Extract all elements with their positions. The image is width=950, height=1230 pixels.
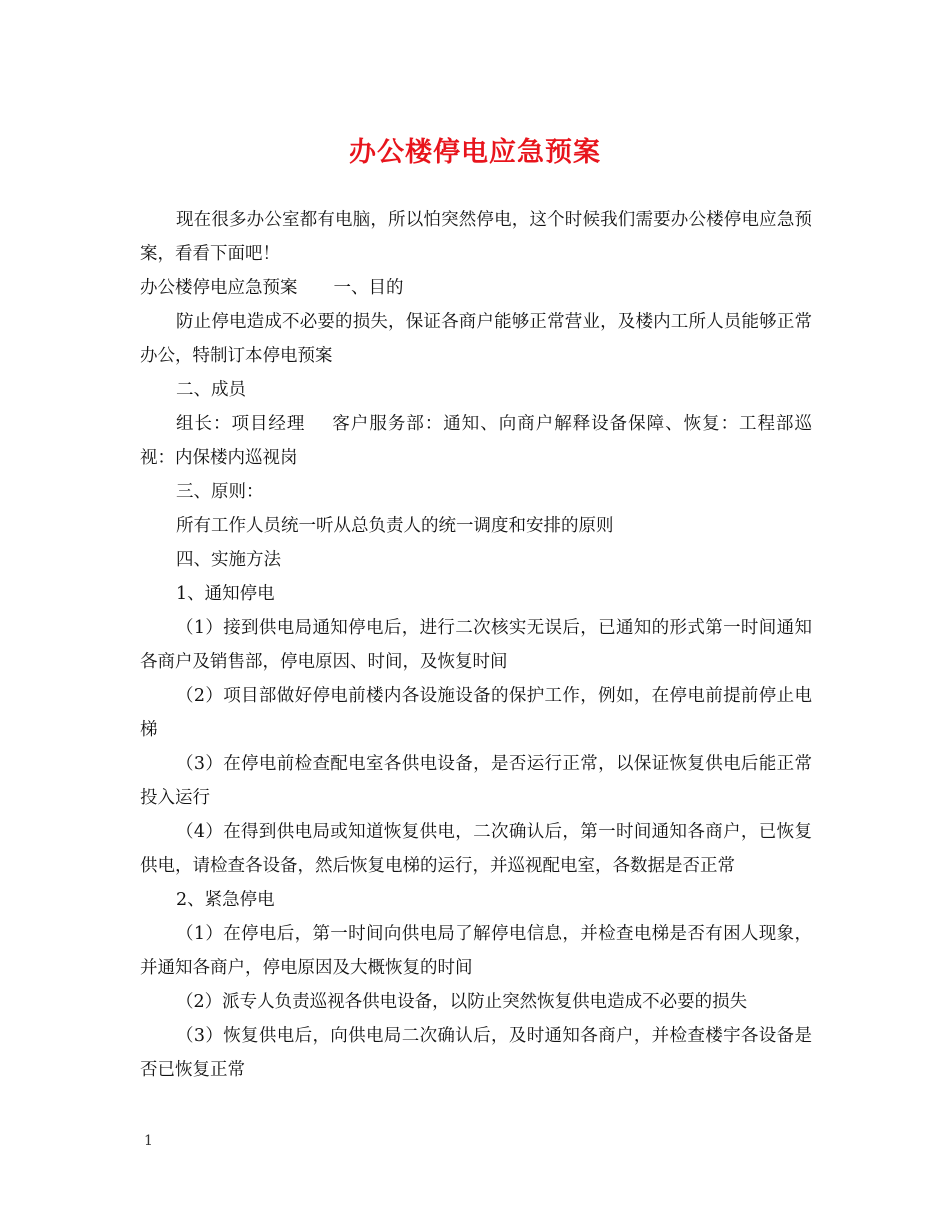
emergency-item-1: （1）在停电后，第一时间向供电局了解停电信息，并检查电梯是否有困人现象，并通知各商户，停电原因及大概恢复的时间 (140, 924, 812, 978)
subsection-heading-notice: 1、通知停电 (176, 584, 275, 604)
notice-item-1: （1）接到供电局通知停电后，进行二次核实无误后，已通知的形式第一时间通知各商户及销售部，停电原因、时间，及恢复时间 (140, 618, 812, 672)
notice-item-3: （3）在停电前检查配电室各供电设备，是否运行正常，以保证恢复供电后能正常投入运行 (140, 754, 812, 808)
section-heading-members: 二、成员 (176, 380, 246, 400)
subtitle-line (140, 271, 812, 305)
members-leader: 组长：项目经理 (176, 414, 306, 434)
document-title: 办公楼停电应急预案 (349, 137, 601, 168)
purpose-paragraph: 防止停电造成不必要的损失，保证各商户能够正常营业，及楼内工所人员能够正常办公，特制订本停电预案 (140, 312, 812, 366)
document-body (140, 203, 812, 1087)
principle-paragraph: 所有工作人员统一听从总负责人的统一调度和安排的原则 (176, 516, 614, 536)
emergency-item-3: （3）恢复供电后，向供电局二次确认后，及时通知各商户，并检查楼宇各设备是否已恢复正常 (140, 1026, 812, 1080)
section-heading-principle: 三、原则： (176, 482, 264, 502)
page-number: 1 (144, 1133, 153, 1149)
intro-paragraph: 现在很多办公室都有电脑，所以怕突然停电，这个时候我们需要办公楼停电应急预案，看看下面吧！ (140, 210, 812, 264)
subsection-heading-emergency: 2、紧急停电 (176, 890, 275, 910)
section-heading-methods: 四、实施方法 (176, 550, 281, 570)
notice-item-4: （4）在得到供电局或知道恢复供电，二次确认后，第一时间通知各商户，已恢复供电，请检查各设备，然后恢复电梯的运行，并巡视配电室，各数据是否正常 (140, 822, 812, 876)
members-paragraph (140, 407, 812, 475)
notice-item-2: （2）项目部做好停电前楼内各设施设备的保护工作，例如，在停电前提前停止电梯 (140, 686, 812, 740)
emergency-item-2: （2）派专人负责巡视各供电设备，以防止突然恢复供电造成不必要的损失 (176, 992, 748, 1012)
members-rest: 客户服务部：通知、向商户解释设备保障、恢复：工程部巡视：内保楼内巡视岗 (140, 414, 813, 468)
subtitle-label: 办公楼停电应急预案 (140, 278, 298, 298)
section-heading-purpose: 一、目的 (333, 278, 404, 298)
